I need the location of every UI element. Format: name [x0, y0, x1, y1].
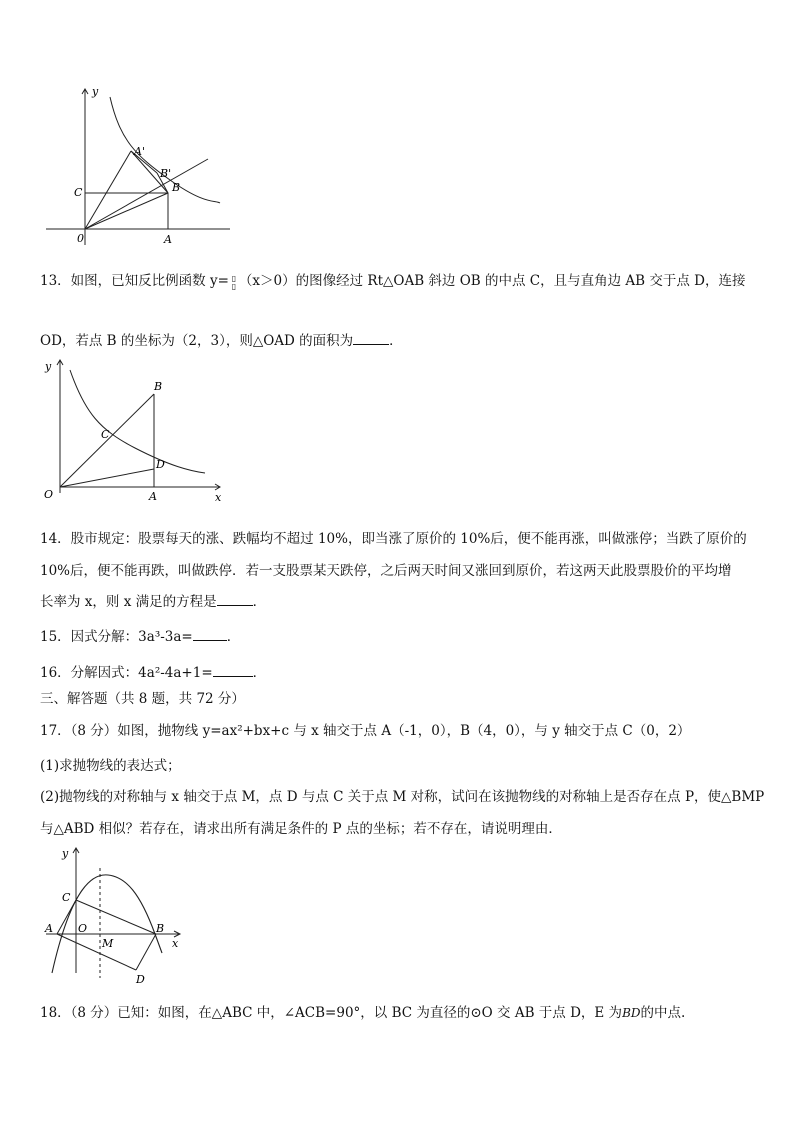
fig1-label-c: C: [74, 186, 83, 199]
fig2-label-o: O: [44, 488, 54, 501]
fig3-label-b: B: [156, 922, 165, 935]
q13-line1: [40, 271, 745, 291]
fig2-label-x: x: [215, 491, 222, 504]
q18-line: [40, 1003, 685, 1023]
q18-text: 18．（8 分）已知：如图，在△ABC 中，∠ACB=90°，以 BC 为直径的⊙O 交 AB 于点 D，E 为: [40, 1005, 623, 1021]
q15-line: [40, 627, 240, 647]
fig2-label-d: D: [156, 458, 165, 471]
q13-answer-blank[interactable]: [353, 331, 389, 345]
q16-answer-blank[interactable]: [213, 663, 253, 677]
fig3-label-c: C: [62, 891, 71, 904]
fig1-label-y: y: [92, 85, 99, 98]
q15-text: 15．因式分解：3a³-3a=: [40, 629, 193, 645]
q16-line: [40, 663, 266, 683]
q13-end: ．: [389, 333, 403, 349]
q14-text-3: 长率为 x，则 x 满足的方程是: [40, 594, 217, 610]
q13-text-2: OD，若点 B 的坐标为（2，3），则△OAD 的面积为: [40, 333, 354, 349]
fig3-label-x: x: [172, 937, 179, 950]
fig3-label-m: M: [102, 937, 114, 950]
q18-arc: BD: [622, 1006, 641, 1020]
fig1-label-b-prime: B': [160, 167, 172, 180]
q13-text-1a: 13．如图，已知反比例函数 y=: [40, 273, 229, 289]
fig2-label-y: y: [45, 360, 52, 373]
q15-end: ．: [226, 629, 241, 645]
figure-hyperbola-rotation: [40, 85, 240, 250]
q17-part2-line2: 与△ABD 相似？若存在，请求出所有满足条件的 P 点的坐标；若不存在，请说明理由．: [40, 821, 562, 837]
fraction-placeholder: ▯ ▯: [231, 274, 237, 291]
fig1-label-a: A: [164, 233, 172, 246]
fig2-label-b: B: [154, 380, 163, 393]
q16-end: ．: [252, 665, 267, 681]
fig3-label-a: A: [45, 922, 53, 935]
q17-line1: 17．（8 分）如图，抛物线 y=ax²+bx+c 与 x 轴交于点 A（-1，0），B（4，0），与 y 轴交于点 C（0，2）: [40, 723, 691, 739]
q14-end: ．: [252, 594, 267, 610]
figure-parabola: [40, 843, 190, 988]
q18-end: 的中点.: [640, 1005, 686, 1021]
section-heading: 三、解答题（共 8 题，共 72 分）: [40, 691, 245, 707]
fig2-label-c: C: [101, 428, 110, 441]
fig3-label-o: O: [78, 922, 88, 935]
q14-line3: [40, 592, 266, 612]
fig1-label-o: 0: [77, 232, 84, 245]
q16-text: 16．分解因式：4a²-4a+1=: [40, 665, 213, 681]
q14-line2: 10%后，便不能再跌，叫做跌停．若一支股票某天跌停，之后两天时间又涨回到原价，若这两天此股票股价的平均增: [40, 563, 732, 579]
fig2-label-a: A: [149, 490, 157, 503]
q13-text-1b: （x＞0）的图像经过 Rt△OAB 斜边 OB 的中点 C，且与直角边 AB 交于点 D，连接: [238, 273, 746, 289]
fig3-label-y: y: [62, 847, 69, 860]
q17-part1: (1)求抛物线的表达式；: [40, 758, 181, 774]
q15-answer-blank[interactable]: [193, 627, 227, 641]
q13-line2: [40, 331, 403, 351]
q14-line1: 14．股市规定：股票每天的涨、跌幅均不超过 10%，即当涨了原价的 10%后，便不能再涨，叫做涨停；当跌了原价的: [40, 531, 747, 547]
fig3-label-d: D: [136, 973, 145, 986]
figure-inverse-proportion: [40, 358, 230, 506]
fig1-label-b: B: [172, 181, 181, 194]
q17-part2-line1: (2)抛物线的对称轴与 x 轴交于点 M，点 D 与点 C 关于点 M 对称，试问在该抛物线的对称轴上是否存在点 P，使△BMP: [40, 789, 765, 805]
q14-answer-blank[interactable]: [217, 592, 253, 606]
fig1-label-a-prime: A': [134, 145, 145, 158]
